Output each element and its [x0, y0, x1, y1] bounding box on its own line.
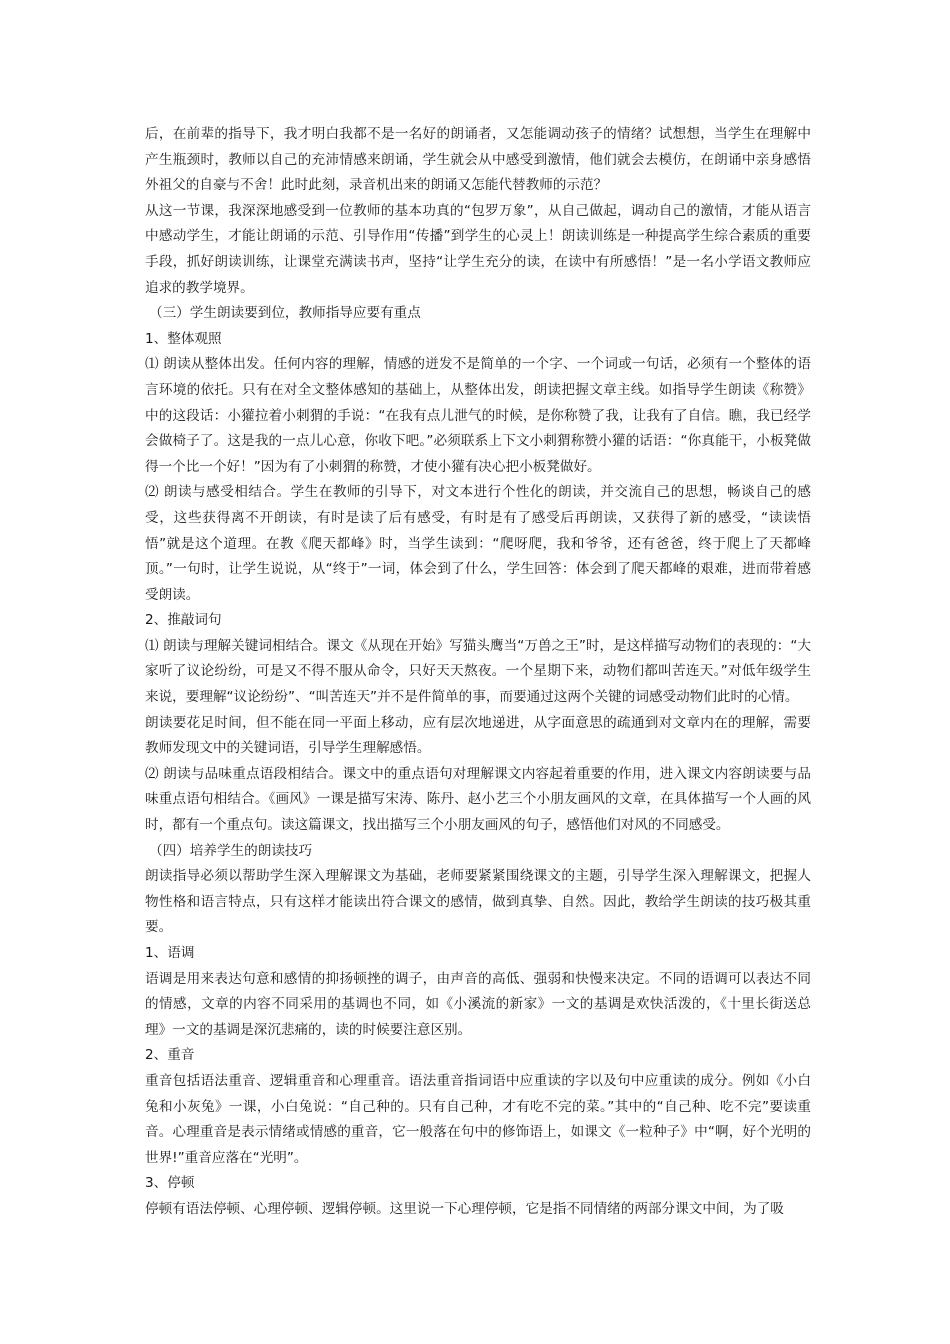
paragraph-reading-feeling: ⑵ 朗读与感受相结合。学生在教师的引导下，对文本进行个性化的朗读，并交流自己的思想，畅谈自己的感受，这些获得离不开朗读，有时是读了后有感受，有时是有了感受后再朗读，又获得了新的感受，“读读悟悟”就是这个道理。在教《爬天都峰》时，当学生读到：“爬呀爬，我和爷爷，还有爸爸，终于爬上了天都峰顶。”一句时，让学生说说，从“终于”一词，体会到了什么，学生回答：体会到了爬天都峰的艰难，进而带着感受朗读。: [145, 484, 811, 603]
paragraph-whole-reading: ⑴ 朗读从整体出发。任何内容的理解，情感的迸发不是简单的一个字、一个词或一句话，必须有一个整体的语言环境的依托。只有在对全文整体感知的基础上，从整体出发，朗读把握文章主线。如指导学生朗读《称赞》中的这段话：小獾拉着小刺猬的手说：“在我有点儿泄气的时候，是你称赞了我，让我有了自信。瞧，我已经学会做椅子了。这是我的一点儿心意，你收下吧。”必须联系上下文小刺猬称赞小獾的话语：“你真能干，小板凳做得一个比一个好！”因为有了小刺猬的称赞，才使小獾有决心把小板凳做好。: [145, 356, 811, 475]
paragraph-key-sentences: ⑵ 朗读与品味重点语段相结合。课文中的重点语句对理解课文内容起着重要的作用，进入课文内容朗读要与品味重点语句相结合。《画风》一课是描写宋涛、陈丹、赵小艺三个小朋友画风的文章，在具体描写一个人画的风时，都有一个重点句。读这篇课文，找出描写三个小朋友画风的句子，感悟他们对风的不同感受。: [145, 765, 811, 834]
paragraph-reading-time: 朗读要花足时间，但不能在同一平面上移动，应有层次地递进，从字面意思的疏通到对文章内在的理解，需要教师发现文中的关键词语，引导学生理解感悟。: [145, 714, 811, 757]
paragraph-pause: 停顿有语法停顿、心理停顿、逻辑停顿。这里说一下心理停顿，它是指不同情绪的两部分课文中间，为了吸: [145, 1200, 784, 1217]
subheading-pause: 3、停顿: [145, 1175, 195, 1192]
subheading-word-study: 2、推敲词句: [145, 612, 222, 629]
subheading-stress: 2、重音: [145, 1047, 195, 1064]
paragraph-intonation: 语调是用来表达句意和感情的抑扬顿挫的调子，由声音的高低、强弱和快慢来决定。不同的语调可以表达不同的情感，文章的内容不同采用的基调也不同，如《小溪流的新家》一文的基调是欢快活泼的，《十里长街送总理》一文的基调是深沉悲痛的，读的时候要注意区别。: [145, 970, 811, 1038]
section-heading-4: （四）培养学生的朗读技巧: [149, 842, 313, 859]
paragraph-teacher-skills: 从这一节课，我深深地感受到一位教师的基本功真的“包罗万象”，从自己做起，调动自己的激情，才能从语言中感动学生，才能让朗诵的示范、引导作用“传播”到学生的心灵上！朗读训练是一种提高学生综合素质的重要手段，抓好朗读训练，让课堂充满读书声，坚持“让学生充分的读，在读中有所感悟！”是一名小学语文教师应追求的教学境界。: [145, 202, 811, 296]
section-heading-3: （三）学生朗读要到位，教师指导应要有重点: [149, 305, 421, 322]
paragraph-recital-reflection: 后，在前辈的指导下，我才明白我都不是一名好的朗诵者，又怎能调动孩子的情绪？试想想，当学生在理解中产生瓶颈时，教师以自己的充沛情感来朗诵，学生就会从中感受到激情，他们就会去模仿，在朗诵中亲身感悟外祖父的自豪与不舍！此时此刻，录音机出来的朗诵又怎能代替教师的示范？: [145, 126, 811, 194]
subheading-overall-view: 1、整体观照: [145, 330, 222, 347]
subheading-intonation: 1、语调: [145, 945, 195, 961]
paragraph-key-words: ⑴ 朗读与理解关键词相结合。课文《从现在开始》写猫头鹰当“万兽之王”时，是这样描写动物们的表现的：“大家听了议论纷纷，可是又不得不服从命令，只好天天熬夜。一个星期下来，动物们都叫苦连天。”对低年级学生来说，要理解“议论纷纷”、“叫苦连天”并不是件简单的事，而要通过这两个关键的词感受动物们此时的心情。: [145, 637, 811, 706]
document-page: [145, 122, 811, 1223]
paragraph-reading-guidance: 朗读指导必须以帮助学生深入理解课文为基础，老师要紧紧围绕课文的主题，引导学生深入理解课文，把握人物性格和语言特点，只有这样才能读出符合课文的感情，做到真挚、自然。因此，教给学生朗读的技巧极其重要。: [145, 868, 811, 936]
paragraph-stress: 重音包括语法重音、逻辑重音和心理重音。语法重音指词语中应重读的字以及句中应重读的成分。例如《小白兔和小灰兔》一课，小白兔说：“自己种的。只有自己种，才有吃不完的菜。”其中的“自己种、吃不完”要读重音。心理重音是表示情绪或情感的重音，它一般落在句中的修饰语上，如课文《一粒种子》中“啊，好个光明的世界!”重音应落在“光明”。: [145, 1072, 811, 1166]
